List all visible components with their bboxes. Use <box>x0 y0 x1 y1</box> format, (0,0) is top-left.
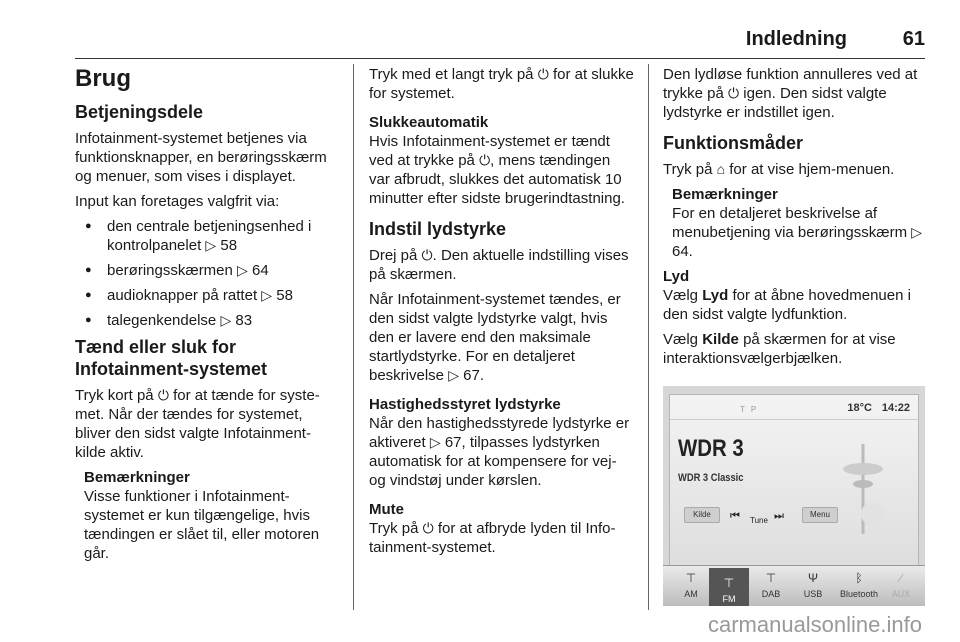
power-icon: ⏻ <box>157 387 169 403</box>
column-2 <box>369 65 634 563</box>
section-heading: Indstil lydstyrke <box>369 219 507 239</box>
page-ref-link[interactable]: 58 <box>276 287 293 304</box>
input-list <box>75 217 337 330</box>
display-panel <box>669 394 919 580</box>
list-item: ● berøringsskærmen ▷ 64 <box>75 261 337 280</box>
menu-button[interactable]: Menu <box>802 507 838 523</box>
paragraph: Tryk på ⏻ for at afbryde lyden til Infotainment-systemet. <box>369 520 616 556</box>
paragraph: Tryk kort på ⏻ for at tænde for systemet. Når der tændes for systemet, bliver den sidst valgte Infotainment-kilde aktiv. <box>75 387 320 461</box>
list-item: ● audioknapper på rattet ▷ 58 <box>75 286 337 305</box>
next-icon[interactable]: ⏭ <box>774 510 784 522</box>
page-ref-arrow-icon: ▷ <box>220 312 232 328</box>
page-header <box>75 24 925 59</box>
aux-icon: ∕ <box>899 571 902 585</box>
paragraph: Hvis Infotainment-systemet er tændt ved at trykke på ⏻, mens tændingen var afbrudt, slukkes det automatisk 10 minutter efter sidste brugerindtastning. <box>369 133 625 207</box>
page-ref-link[interactable]: 67 <box>444 434 462 451</box>
page-ref-link[interactable]: 64. <box>672 243 693 260</box>
traffic-program-indicator: TP <box>740 405 763 414</box>
radio-tower-icon <box>828 439 898 539</box>
list-item: ● den centrale betjeningsenhed i kontrolpanelet ▷ 58 <box>75 217 337 255</box>
bluetooth-icon: ᛒ <box>855 571 863 585</box>
paragraph: Den lydløse funktion annulleres ved at trykke på ⏻ igen. Den sidst valgte lydstyrke er indstillet igen. <box>663 66 918 121</box>
section-title: Indledning <box>745 28 847 50</box>
status-bar <box>670 395 918 420</box>
page-ref-arrow-icon: ▷ <box>237 262 248 278</box>
page-ref-arrow-icon: ▷ <box>261 287 273 303</box>
page-ref-arrow-icon: ▷ <box>429 434 441 450</box>
paragraph: Input kan foretages valgfrit via: <box>75 193 280 210</box>
page-ref-arrow-icon: ▷ <box>448 367 459 383</box>
column-divider <box>648 64 649 610</box>
page-ref-link[interactable]: 83 <box>235 312 253 329</box>
note-box <box>663 185 928 261</box>
paragraph: Tryk med et langt tryk på ⏻ for at slukke for systemet. <box>369 66 634 102</box>
antenna-icon: ⊤ <box>723 576 735 590</box>
paragraph: Vælg Lyd for at åbne hovedmenuen i den sidst valgte lydfunktion. <box>663 287 911 323</box>
subsection-heading: Hastighedsstyret lydstyrke <box>369 396 561 413</box>
page-ref-link[interactable]: 58 <box>220 237 238 254</box>
tab-am[interactable]: ⊤ AM <box>671 571 711 604</box>
section-heading: Funktionsmåder <box>663 133 804 153</box>
section-heading: Tænd eller sluk for Infotainment-systemet <box>75 337 268 379</box>
page-ref-arrow-icon: ▷ <box>205 237 217 253</box>
tab-usb[interactable]: Ψ USB <box>793 571 833 604</box>
program-name: WDR 3 Classic <box>678 472 744 484</box>
column-divider <box>353 64 354 610</box>
note-text: For en detaljeret beskrivelse af menubetjening via berøringsskærm ▷ 64. <box>672 205 923 260</box>
tab-bluetooth[interactable]: ᛒ Bluetooth <box>837 571 881 604</box>
paragraph: Når den hastighedsstyrede lydstyrke er aktiveret ▷ 67, tilpasses lydstyrken automatisk for at kompensere for vej- og vindstøj under kørslen. <box>369 415 630 489</box>
note-box <box>75 468 337 563</box>
subsection-heading: Lyd <box>663 268 690 285</box>
page-ref-link[interactable]: 67. <box>463 367 485 384</box>
paragraph: Tryk på ⌂ for at vise hjem-menuen. <box>663 161 895 178</box>
infotainment-screenshot <box>663 386 925 606</box>
antenna-icon: ⊤ <box>685 571 697 585</box>
paragraph: Når Infotainment-systemet tændes, er den sidst valgte lydstyrke valgt, hvis den er lavere end den maksimale startlydstyrke. For en detaljeret beskrivelse ▷ 67. <box>369 291 621 384</box>
usb-icon: Ψ <box>807 571 819 585</box>
power-icon: ⏻ <box>728 85 740 101</box>
page-ref-arrow-icon: ▷ <box>911 224 923 240</box>
tune-button[interactable]: Tune <box>750 516 768 525</box>
column-3 <box>663 65 928 606</box>
page-number: 61 <box>902 28 925 50</box>
paragraph: Vælg Kilde på skærmen for at vise interaktionsvælgerbjælken. <box>663 331 896 367</box>
column-1 <box>75 65 337 569</box>
tab-dab[interactable]: ⊤ DAB <box>751 571 791 604</box>
tab-fm[interactable]: ⊤ FM <box>709 568 749 606</box>
power-icon: ⏻ <box>537 66 549 82</box>
note-text: Visse funktioner i Infotainment-systemet er kun tilgængelige, hvis tændingen er slået til, eller motoren går. <box>84 488 320 562</box>
watermark: carmanualsonline.info <box>707 612 922 637</box>
list-item: ● talegenkendelse ▷ 83 <box>75 311 337 330</box>
note-title: Bemærkninger <box>672 186 778 203</box>
source-button[interactable]: Kilde <box>684 507 720 523</box>
station-name: WDR 3 <box>678 435 744 462</box>
subsection-heading: Mute <box>369 501 404 518</box>
temperature-readout: 18°C <box>847 402 872 414</box>
paragraph: Infotainment-systemet betjenes via funktionsknapper, en berøringsskærm og menuer, som vises i displayet. <box>75 130 327 185</box>
source-tab-bar <box>663 565 925 606</box>
section-heading: Betjeningsdele <box>75 102 204 122</box>
antenna-icon: ⊤ <box>765 571 777 585</box>
paragraph: Drej på ⏻. Den aktuelle indstilling vises på skærmen. <box>369 247 629 283</box>
tab-aux[interactable]: ∕ AUX <box>881 571 921 604</box>
page-ref-link[interactable]: 64 <box>252 262 269 279</box>
subsection-heading: Slukkeautomatik <box>369 114 489 131</box>
power-icon: ⏻ <box>479 152 491 168</box>
chapter-heading: Brug <box>75 65 131 92</box>
note-title: Bemærkninger <box>84 469 190 486</box>
clock-readout: 14:22 <box>881 402 910 414</box>
power-icon: ⏻ <box>421 247 433 263</box>
power-icon: ⏻ <box>422 520 434 536</box>
home-icon: ⌂ <box>716 161 726 177</box>
previous-icon[interactable]: ⏮ <box>730 510 740 522</box>
